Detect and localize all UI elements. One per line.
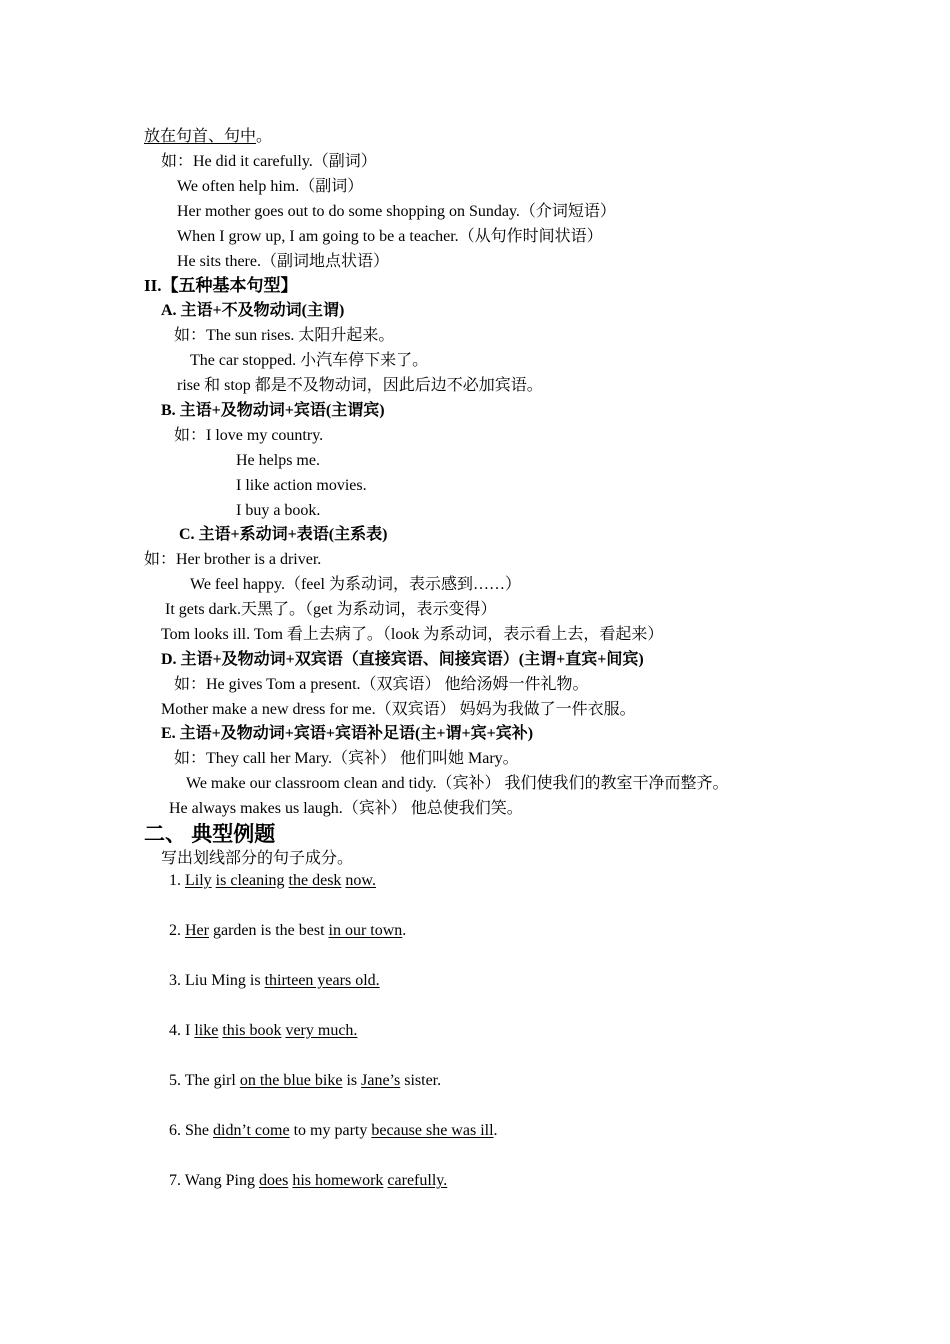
underlined-segment: Jane’s [361,1072,401,1089]
pattern-b-example: 如：I love my country. [174,427,324,444]
exercise-item [169,1021,357,1041]
pattern-a-note: rise 和 stop 都是不及物动词，因此后边不必加宾语。 [177,377,543,394]
text-segment: garden is the best [208,922,329,939]
exercise-item [169,1121,498,1141]
text-segment: 3. Liu Ming is [169,972,265,989]
underlined-segment: does [258,1172,289,1189]
adverbial-example: 如：He did it carefully.（副词） [161,153,377,170]
pattern-c-example: It gets dark.天黑了。（get 为系动词，表示变得） [165,601,497,618]
underlined-segment: carefully. [387,1172,448,1189]
exercise-item [169,871,376,891]
underlined-segment: the desk [288,872,342,889]
underlined-segment: because she was ill [371,1122,494,1139]
adverbial-example: We often help him.（副词） [177,178,364,195]
text-segment: 4. I [169,1022,195,1039]
underlined-segment: this book [222,1022,282,1039]
pattern-c-heading: C. 主语+系动词+表语(主系表) [179,526,388,543]
underlined-segment: in our town [328,922,403,939]
pattern-a-heading: A. 主语+不及物动词(主谓) [161,302,345,319]
pattern-b-example: I buy a book. [236,502,321,519]
underlined-segment: his homework [292,1172,384,1189]
section-2-title: 二、 典型例题 [144,822,276,846]
text-segment: 1. [169,872,185,889]
pattern-b-example: I like action movies. [236,477,367,494]
pattern-a-example: The car stopped. 小汽车停下来了。 [190,352,429,369]
exercise-instruction: 写出划线部分的句子成分。 [161,850,354,867]
exercise-item [169,921,406,941]
underlined-segment: thirteen years old. [264,972,380,989]
text-segment: to my party [289,1122,372,1139]
pattern-b-example: He helps me. [236,452,320,469]
pattern-d-example: Mother make a new dress for me.（双宾语） 妈妈为我做了一件衣服。 [161,701,636,718]
pattern-c-example: 如：Her brother is a driver. [144,551,322,568]
exercise-item [169,1171,447,1191]
intro-text: 放在句首、句中 [144,128,257,145]
text-segment: 2. [169,922,185,939]
section-ii-title: II.【五种基本句型】 [144,276,298,295]
text-segment: 6. She [169,1122,213,1139]
pattern-c-example: We feel happy.（feel 为系动词，表示感到……） [190,576,521,593]
underlined-segment: didn’t come [213,1122,290,1139]
pattern-e-example: 如：They call her Mary.（宾补） 他们叫她 Mary。 [174,750,519,767]
underlined-segment: Her [185,922,209,939]
pattern-d-example: 如：He gives Tom a present.（双宾语） 他给汤姆一件礼物。 [174,676,589,693]
underlined-segment: on the blue bike [239,1072,343,1089]
pattern-e-example: We make our classroom clean and tidy.（宾补） 我们使我们的教室干净而整齐。 [186,775,729,792]
underlined-segment: like [194,1022,219,1039]
exercise-item [169,971,380,991]
underlined-segment: Lily [185,872,212,889]
text-segment: . [402,922,407,939]
underlined-segment: now. [345,872,376,889]
exercise-item [169,1071,441,1091]
adverbial-example: He sits there.（副词地点状语） [177,253,389,270]
text-segment: sister. [400,1072,442,1089]
pattern-b-heading: B. 主语+及物动词+宾语(主谓宾) [161,402,385,419]
pattern-d-heading: D. 主语+及物动词+双宾语（直接宾语、间接宾语）(主谓+直宾+间宾) [161,651,644,668]
text-segment: 5. The girl [169,1072,240,1089]
text-segment: . [493,1122,498,1139]
pattern-e-heading: E. 主语+及物动词+宾语+宾语补足语(主+谓+宾+宾补) [161,725,534,742]
text-segment: 7. Wang Ping [169,1172,259,1189]
text-segment: is [342,1072,362,1089]
pattern-c-example: Tom looks ill. Tom 看上去病了。（look 为系动词，表示看上去，看起来） [161,626,664,643]
adverbial-example: Her mother goes out to do some shopping on Sunday.（介词短语） [177,203,616,220]
pattern-e-example: He always makes us laugh.（宾补） 他总使我们笑。 [169,800,523,817]
pattern-a-example: 如：The sun rises. 太阳升起来。 [174,327,395,344]
underlined-segment: is cleaning [215,872,285,889]
adverbial-example: When I grow up, I am going to be a teacher.（从句作时间状语） [177,228,603,245]
intro-line [144,127,272,147]
underlined-segment: very much. [285,1022,358,1039]
intro-period: 。 [256,128,273,145]
